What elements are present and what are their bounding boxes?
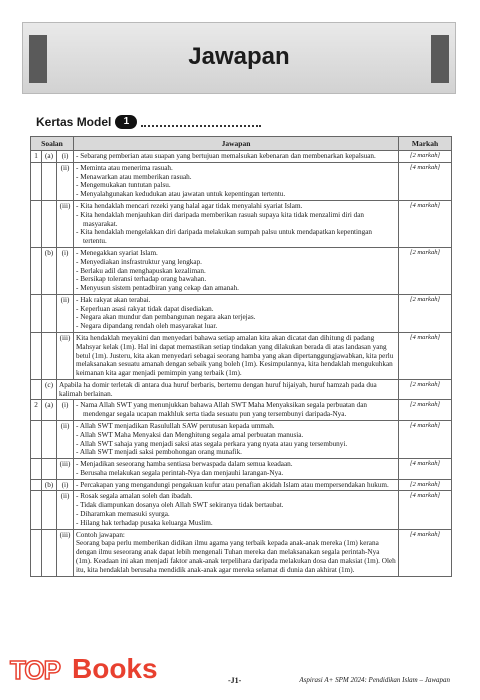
section-number-badge: 1 [115,115,137,129]
answer-cell [74,479,399,491]
part-label [42,491,57,529]
table-row [31,247,452,294]
part-label: (a) [42,151,57,163]
table-body [31,151,452,576]
title-banner [22,22,456,94]
part-label [42,294,57,332]
answer-cell [74,162,399,200]
answer-point: - Bersikap toleransi terhadap orang bawahan. [76,275,396,284]
answer-point: - Rosak segala amalan soleh dan ibadah. [76,492,396,501]
answer-point: - Menyediakan insfrastruktur yang lengkap. [76,258,396,267]
answer-point: - Menegakkan syariat Islam. [76,249,396,258]
answer-point: - Meminta atau menerima rasuah. [76,164,396,173]
answer-point: - Tidak diampunkan dosanya oleh Allah SWT sekiranya tidak bertaubat. [76,501,396,510]
part-label: (c) [42,379,57,400]
question-number [31,332,42,379]
mark-cell: [4 markah] [399,459,452,480]
subpart-label: (i) [57,479,74,491]
answer-point: - Menyusun sistem pentadbiran yang cekap dan amanah. [76,284,396,293]
answer-cell [74,294,399,332]
answer-point: - Sebarang pemberian atau suapan yang bertujuan memalsukan kebenaran dan membenarkan kepalsuan. [76,152,396,161]
answer-table [30,136,452,577]
answer-cell [57,379,399,400]
question-number [31,379,42,400]
header-markah: Markah [399,137,452,151]
answer-point: - Diharamkan memasuki syurga. [76,510,396,519]
answer-paragraph: Kita hendaklah meyakini dan menyedari bahawa setiap amalan kita akan dicatat dan dihitung di padang Mahsyar kelak (1m). Hal ini dapat memastikan setiap tindakan yang dilakukan berada di atas landasan yang betul (1m). Justeru, kita akan menyedari sebagai seorang hamba yang akan dipertanggungjawabkan, kita perlu melaksanakan sesuatu amanah dengan sebaik yang boleh (1m). Kesimpulannya, kita hendaklah mengukuhkan keimanan kita agar menjadi pemimpin yang terbaik (1m). [76,333,394,378]
answer-point: - Berlaku adil dan menghapuskan kezaliman. [76,267,396,276]
table-row [31,491,452,529]
part-label [42,529,57,576]
page-title: Jawapan [188,43,290,70]
mark-cell: [2 markah] [399,479,452,491]
mark-cell: [2 markah] [399,151,452,163]
table-row [31,151,452,163]
mark-cell: [4 markah] [399,529,452,576]
answer-cell [74,459,399,480]
answer-point: - Percakapan yang mengandungi pengakuan kufur atau penafian akidah Islam atau mempersendakan hukum. [76,481,396,490]
section-dotted-line [141,117,261,127]
subpart-label: (ii) [57,294,74,332]
mark-cell: [4 markah] [399,162,452,200]
answer-point: - Allah SWT sahaja yang menjadi saksi atas segala perkara yang nyata atau yang tersembunyi. [76,440,396,449]
question-number: 2 [31,400,42,421]
mark-cell: [4 markah] [399,332,452,379]
answer-paragraph: Seorang bapa perlu memberikan didikan ilmu agama yang terbaik kepada anak-anak mereka (1m) kerana dengan ilmu seseorang anak dapat lebih mengenali Tuhan mereka dan melaksanakan segala perintah-Nya (1m). Keadaan ini akan menjadi faktor anak-anak terpelihara daripada melakukan dosa dan maksiat (1m). Oleh itu, kita hendaklah berusaha mendidik anak-anak agar mereka selamat di dunia dan akhirat (1m). [76,539,396,574]
answer-cell [74,529,399,576]
answer-paragraph: Apabila ha domir terletak di antara dua huruf berbaris, bertemu dengan huruf hijaiyah, huruf hamzah pada dua kalimah berlainan. [59,380,377,398]
question-number [31,162,42,200]
answer-cell [74,400,399,421]
part-label [42,162,57,200]
watermark-top: TOP [10,655,60,685]
mark-cell: [2 markah] [399,294,452,332]
footer-reference: Aspirasi A+ SPM 2024: Pendidikan Islam – Jawapan [299,676,450,684]
answer-cell [74,421,399,459]
banner-right-tab [431,35,449,83]
subpart-label: (iii) [57,459,74,480]
watermark-books: Books [72,653,158,684]
answer-cell [74,201,399,248]
answer-point: - Menawarkan atau memberikan rasuah. [76,173,396,182]
subpart-label: (ii) [57,162,74,200]
mark-cell: [2 markah] [399,379,452,400]
subpart-label: (iii) [57,529,74,576]
subpart-label: (ii) [57,421,74,459]
table-header-row [31,137,452,151]
question-number [31,491,42,529]
table-row [31,294,452,332]
answer-point: - Kita hendaklah mengelakkan diri daripada melakukan sumpah palsu untuk mendapatkan kepentingan tertentu. [76,228,396,246]
mark-cell: [2 markah] [399,400,452,421]
table-row [31,459,452,480]
subpart-label: (i) [57,247,74,294]
subpart-label: (i) [57,151,74,163]
question-number: 1 [31,151,42,163]
answer-point: - Keperluan asasi rakyat tidak dapat disediakan. [76,305,396,314]
part-label [42,459,57,480]
question-number [31,459,42,480]
header-soalan: Soalan [31,137,74,151]
question-number [31,479,42,491]
answer-cell [74,332,399,379]
subpart-label: (iii) [57,201,74,248]
answer-point: - Berusaha melakukan segala perintah-Nya dan menjauhi larangan-Nya. [76,469,396,478]
part-label: (b) [42,247,57,294]
subpart-label: (ii) [57,491,74,529]
answer-point: - Nama Allah SWT yang menunjukkan bahawa Allah SWT Maha Menyaksikan segala perbuatan dan mendengar segala ucapan makhluk serta tiada sesuatu pun yang tersembunyi daripada-Nya. [76,401,396,419]
answer-point: - Hilang hak terhadap pusaka keluarga Muslim. [76,519,396,528]
question-number [31,529,42,576]
subpart-label: (iii) [57,332,74,379]
answer-point: - Menyalahgunakan kedudukan atau jawatan untuk kepentingan tertentu. [76,190,396,199]
part-label [42,421,57,459]
page-footer [0,672,480,692]
answer-cell [74,247,399,294]
section-heading [36,113,261,131]
table-row [31,479,452,491]
mark-cell: [4 markah] [399,421,452,459]
answer-cell [74,491,399,529]
page-number: -J1- [228,676,242,685]
answer-point: - Mengemukakan tuntutan palsu. [76,181,396,190]
answer-heading: Contoh jawapan: [76,530,125,539]
answer-point: - Hak rakyat akan terabai. [76,296,396,305]
table-row [31,400,452,421]
answer-point: - Negara dipandang rendah oleh masyarakat luar. [76,322,396,331]
part-label: (b) [42,479,57,491]
table-row [31,332,452,379]
answer-point: - Menjadikan seseorang hamba sentiasa berwaspada dalam semua keadaan. [76,460,396,469]
table-row [31,162,452,200]
part-label: (a) [42,400,57,421]
table-row [31,379,452,400]
question-number [31,201,42,248]
question-number [31,421,42,459]
question-number [31,247,42,294]
answer-point: - Allah SWT menjadikan Rasulullah SAW perutusan kepada ummah. [76,422,396,431]
answer-cell [74,151,399,163]
part-label [42,332,57,379]
answer-point: - Allah SWT menjadi saksi pembohongan orang munafik. [76,448,396,457]
subpart-label: (i) [57,400,74,421]
table-row [31,421,452,459]
part-label [42,201,57,248]
answer-point: - Allah SWT Maha Menyaksi dan Menghitung segala amal perbuatan manusia. [76,431,396,440]
table-row [31,529,452,576]
mark-cell: [4 markah] [399,491,452,529]
header-jawapan: Jawapan [74,137,399,151]
section-label: Kertas Model [36,115,112,129]
answer-point: - Kita hendaklah mencari rezeki yang halal agar tidak menyalahi syariat Islam. [76,202,396,211]
table-row [31,201,452,248]
mark-cell: [4 markah] [399,201,452,248]
mark-cell: [2 markah] [399,247,452,294]
answer-point: - Kita hendaklah menjauhkan diri daripada memberikan rasuah supaya kita tidak menzalimi diri dan masyarakat. [76,211,396,229]
answer-point: - Negara akan mundur dan pembangunan negara akan terjejas. [76,313,396,322]
question-number [31,294,42,332]
